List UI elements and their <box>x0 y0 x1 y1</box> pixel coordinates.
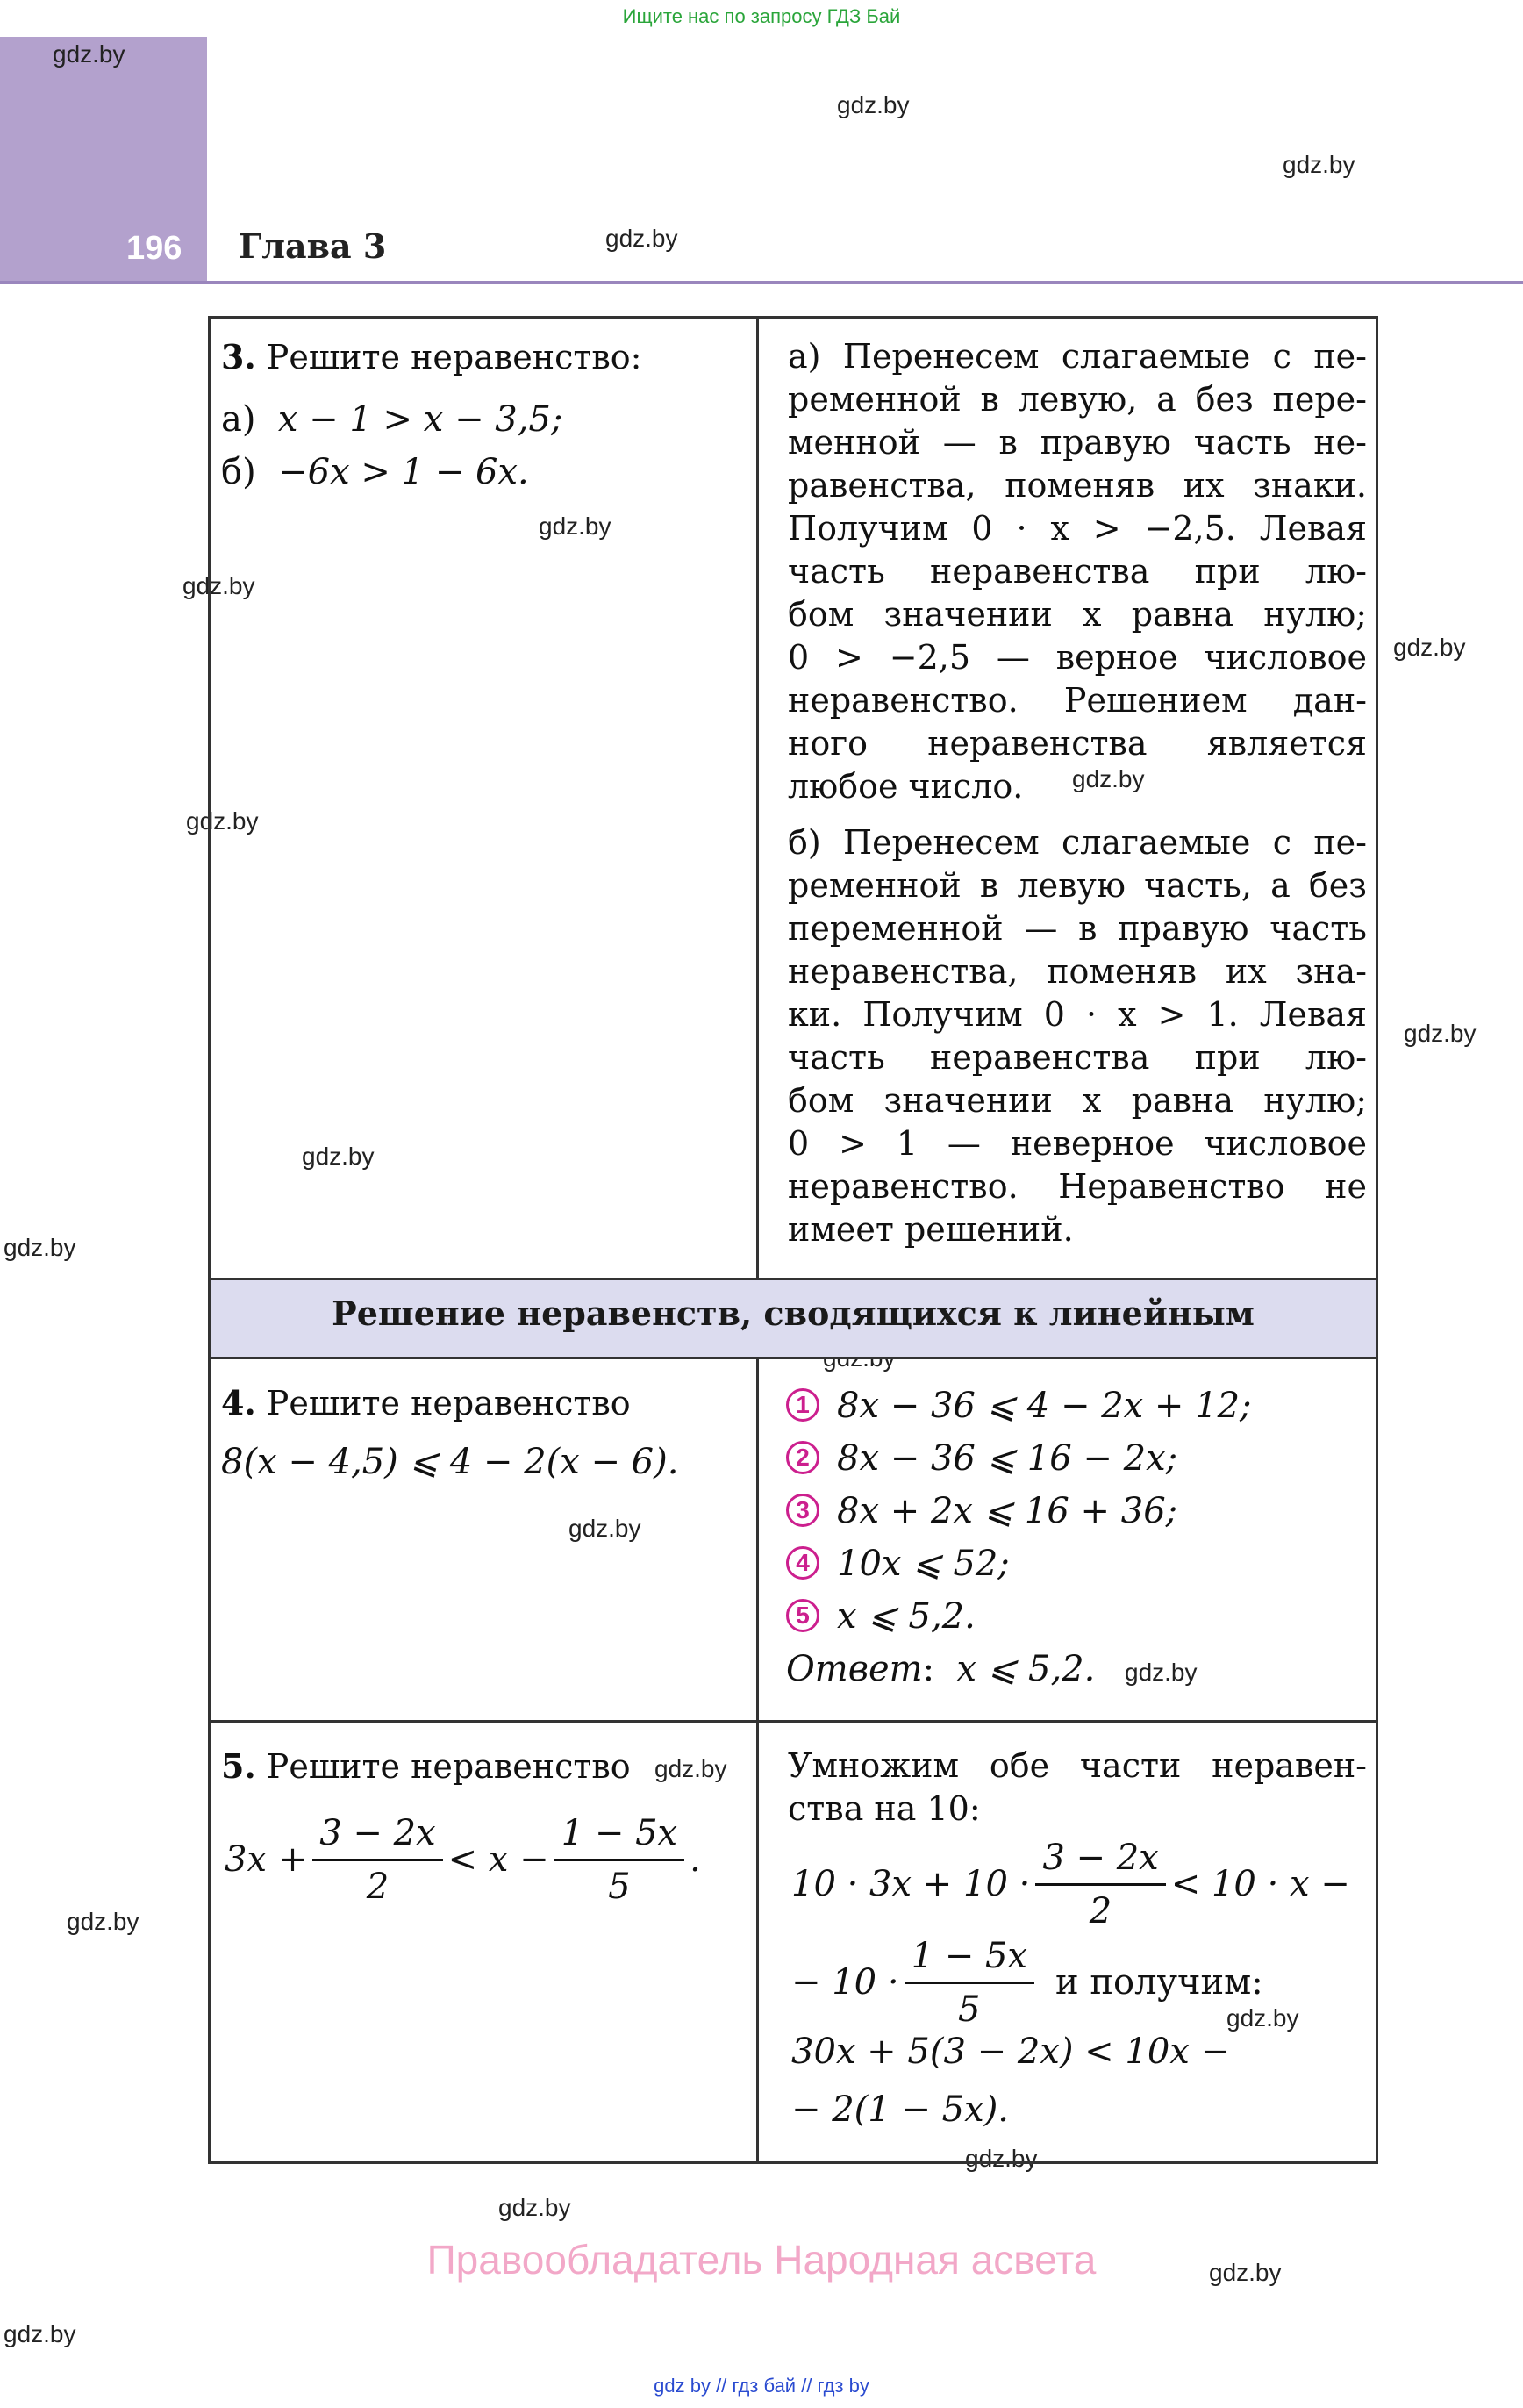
header-rule <box>0 281 1523 284</box>
task4-expression: 8(x − 4,5) ⩽ 4 − 2(x − 6). <box>221 1442 679 1482</box>
watermark: gdz.by <box>4 1234 76 1261</box>
task3-a-expr: x − 1 > x − 3,5; <box>277 399 563 440</box>
column-divider <box>756 1357 759 2164</box>
task3-b-expr: −6x > 1 − 6x. <box>278 452 529 492</box>
solution-line: 0 > −2,5 — верное числовое <box>788 638 1367 677</box>
step-number-badge: 5 <box>786 1599 819 1632</box>
watermark: gdz.by <box>53 40 125 68</box>
watermark: gdz.by <box>837 91 910 118</box>
task5-solution-step4: − 2(1 − 5x). <box>791 2089 1010 2130</box>
task3-part-a <box>221 398 562 441</box>
task5-expr-end: . <box>690 1839 701 1880</box>
table-divider <box>208 1278 1378 1280</box>
solution-line: любое число. <box>788 767 1024 806</box>
watermark: gdz.by <box>1404 1020 1477 1047</box>
task3-title-text: Решите неравенство: <box>266 338 642 376</box>
fraction-denominator: 5 <box>958 1989 981 2030</box>
answer-label: Ответ <box>786 1649 923 1689</box>
solution-line: равенства, поменяв их знаки. <box>788 466 1367 505</box>
watermark: gdz.by <box>1283 151 1355 178</box>
solution-line: Умножим обе части неравен- <box>788 1746 1367 1785</box>
watermark: gdz.by <box>965 2145 1038 2172</box>
step-row <box>786 1485 1365 1537</box>
watermark: gdz.by <box>302 1143 375 1170</box>
watermark: gdz.by <box>1072 765 1145 792</box>
solution-line: бом значении x равна нулю; <box>788 595 1367 634</box>
task5-solution-step3: 30x + 5(3 − 2x) < 10x − <box>791 2032 1231 2072</box>
solution-line: ства на 10: <box>788 1789 981 1828</box>
task4-number: 4. <box>221 1383 256 1423</box>
answer-value: x ⩽ 5,2. <box>956 1649 1096 1689</box>
step-number-badge: 3 <box>786 1494 819 1527</box>
watermark: gdz.by <box>654 1755 727 1782</box>
column-divider <box>756 316 759 1279</box>
task5-solution-intro <box>788 1745 1367 1831</box>
task5-expr-mid: < x − <box>447 1839 549 1880</box>
task3-a-label: а) <box>221 399 256 440</box>
copyright-notice: Правообладатель Народная асвета <box>426 2237 1097 2283</box>
fraction <box>554 1808 684 1912</box>
task3-title <box>221 335 641 379</box>
fraction-denominator: 5 <box>608 1867 631 1907</box>
watermark: gdz.by <box>4 2320 76 2347</box>
solution-line: ременной в левую часть, а без <box>788 866 1367 905</box>
watermark: gdz.by <box>1226 2004 1299 2032</box>
task5-expr-pre: 3x + <box>225 1839 308 1880</box>
task5-solution-step2 <box>791 1931 1263 2035</box>
solution-expr: < 10 · x − <box>1170 1864 1350 1904</box>
solution-line: Получим 0 · x > −2,5. Левая <box>788 509 1367 548</box>
answer-row: Ответ: x ⩽ 5,2. <box>786 1649 1096 1689</box>
watermark: gdz.by <box>1125 1659 1198 1686</box>
table-divider <box>208 1720 1378 1723</box>
step-row <box>786 1590 1365 1643</box>
fraction-denominator: 2 <box>366 1867 390 1907</box>
table-divider <box>208 1357 1378 1359</box>
fraction-denominator: 2 <box>1089 1891 1112 1931</box>
task5-title-text: Решите неравенство <box>266 1747 631 1786</box>
solution-line: а) Перенесем слагаемые с пе- <box>788 337 1367 376</box>
solution-line: ного неравенства является <box>788 724 1367 763</box>
task5-expression <box>225 1808 701 1912</box>
solution-line: переменной — в правую часть <box>788 909 1367 948</box>
watermark: gdz.by <box>186 807 259 835</box>
task3-solution-b <box>788 821 1367 1251</box>
solution-line: ременной в левую, а без пере- <box>788 380 1367 419</box>
fraction-numerator: 3 − 2x <box>1035 1832 1165 1886</box>
watermark: gdz.by <box>67 1908 139 1935</box>
solution-line: часть неравенства при лю- <box>788 1038 1367 1077</box>
watermark: gdz.by <box>498 2194 571 2221</box>
task3-solution-a <box>788 335 1367 808</box>
step-expression: 8x − 36 ⩽ 4 − 2x + 12; <box>837 1386 1252 1426</box>
task4-title-text: Решите неравенство <box>266 1384 631 1423</box>
solution-line: менной — в правую часть не- <box>788 423 1367 462</box>
solution-line: б) Перенесем слагаемые с пе- <box>788 823 1367 862</box>
solution-line: неравенство. Неравенство не <box>788 1167 1367 1206</box>
top-notice: Ищите нас по запросу ГДЗ Бай <box>622 5 901 27</box>
solution-text: и получим: <box>1055 1962 1263 2003</box>
solution-line: часть неравенства при лю- <box>788 552 1367 591</box>
watermark: gdz.by <box>568 1515 641 1542</box>
watermark: gdz.by <box>605 225 678 252</box>
watermark: gdz.by <box>1209 2259 1282 2286</box>
step-number-badge: 4 <box>786 1546 819 1580</box>
fraction-numerator: 1 − 5x <box>905 1931 1034 1984</box>
task3-part-b <box>221 451 529 494</box>
task4-title <box>221 1381 631 1425</box>
fraction <box>905 1931 1034 2035</box>
step-row <box>786 1432 1365 1485</box>
task3-b-label: б) <box>221 452 256 492</box>
solution-expr: 10 · 3x + 10 · <box>791 1864 1031 1904</box>
step-number-badge: 1 <box>786 1388 819 1422</box>
step-expression: 8x − 36 ⩽ 16 − 2x; <box>837 1438 1178 1479</box>
solution-line: неравенство. Решением дан- <box>788 681 1367 720</box>
solution-line: 0 > 1 — неверное числовое <box>788 1124 1367 1163</box>
task5-number: 5. <box>221 1746 256 1786</box>
section-title: Решение неравенств, сводящихся к линейным <box>332 1294 1255 1333</box>
page-number: 196 <box>126 230 182 267</box>
chapter-title: Глава 3 <box>239 226 387 266</box>
watermark: gdz.by <box>1393 634 1466 661</box>
fraction <box>312 1808 442 1912</box>
step-expression: x ⩽ 5,2. <box>837 1596 976 1637</box>
step-row <box>786 1380 1365 1432</box>
solution-line: бом значении x равна нулю; <box>788 1081 1367 1120</box>
task3-number: 3. <box>221 337 256 376</box>
solution-line: ки. Получим 0 · x > 1. Левая <box>788 995 1367 1034</box>
step-expression: 8x + 2x ⩽ 16 + 36; <box>837 1491 1178 1531</box>
task5-title <box>221 1745 631 1788</box>
task4-steps <box>786 1380 1365 1695</box>
step-expression: 10x ⩽ 52; <box>837 1544 1010 1584</box>
solution-line: неравенства, поменяв их зна- <box>788 952 1367 991</box>
step-row <box>786 1537 1365 1590</box>
fraction <box>1035 1832 1165 1937</box>
solution-line: имеет решений. <box>788 1210 1074 1249</box>
fraction-numerator: 3 − 2x <box>312 1808 442 1861</box>
fraction-numerator: 1 − 5x <box>554 1808 684 1861</box>
task5-solution-step1 <box>791 1832 1350 1937</box>
footer-links[interactable]: gdz by // гдз бай // гдз by <box>654 2375 869 2397</box>
watermark: gdz.by <box>182 572 255 599</box>
solution-expr: − 10 · <box>791 1962 899 2003</box>
watermark: gdz.by <box>539 512 611 540</box>
step-number-badge: 2 <box>786 1441 819 1474</box>
